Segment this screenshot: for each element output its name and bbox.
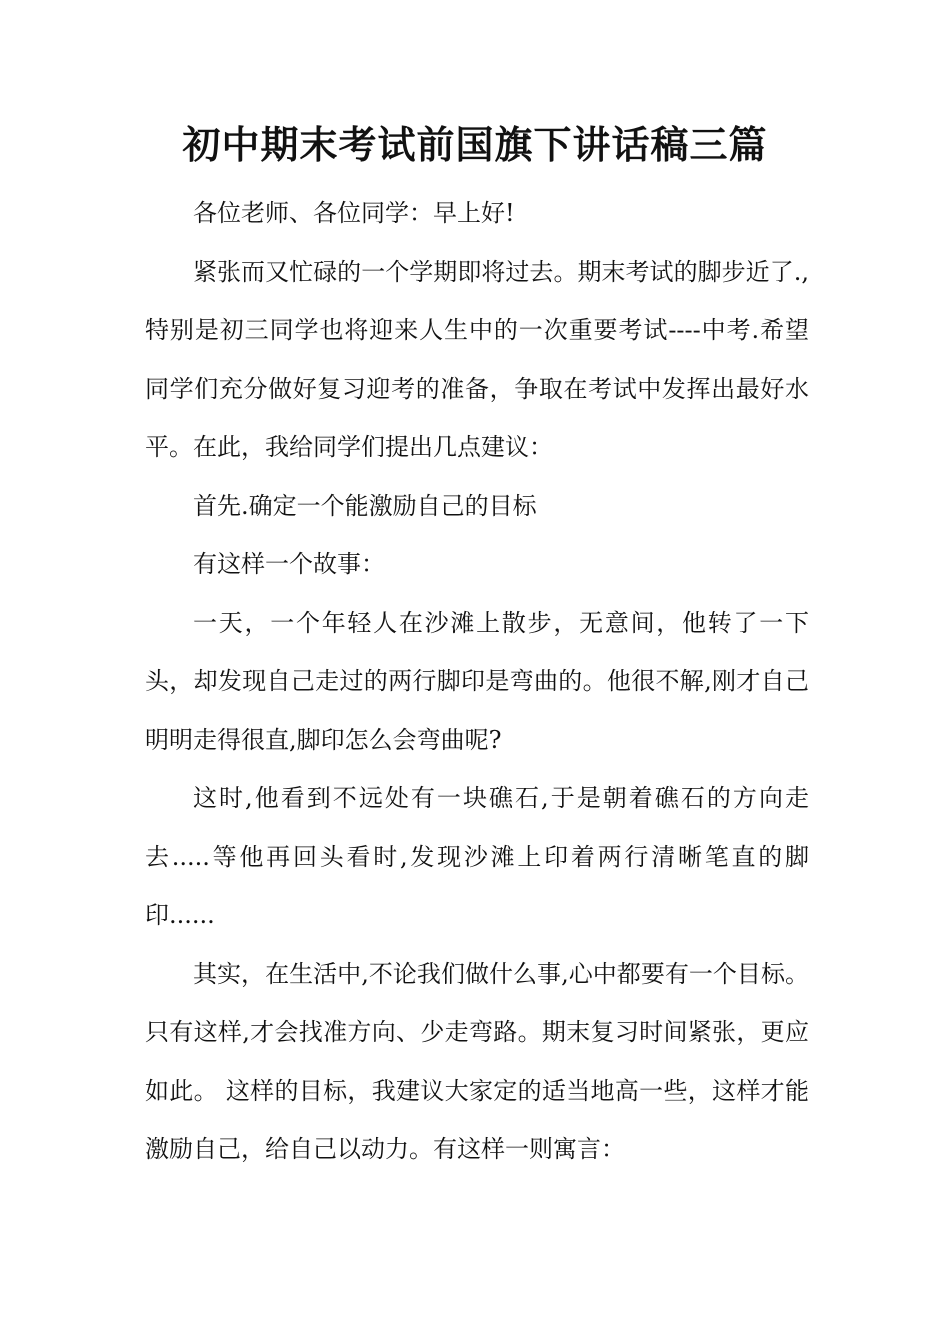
paragraph-first-point: 首先.确定一个能激励自己的目标: [193, 491, 537, 520]
document-title: 初中期末考试前国旗下讲话稿三篇: [182, 122, 768, 167]
paragraph-story-lead: 有这样一个故事：: [193, 550, 385, 578]
paragraph-intro: 紧张而又忙碌的一个学期即将过去。期末考试的脚步近了.,特别是初三同学也将迎来人生中的一次重要考试----中考.希望同学们充分做好复习迎考的准备，争取在考试中发挥出最好水平。在此，我给同学们提出几点建议：: [145, 257, 809, 461]
paragraph-story-1: 一天，一个年轻人在沙滩上散步，无意间，他转了一下头，却发现自己走过的两行脚印是弯曲的。他很不解,刚才自己明明走得很直,脚印怎么会弯曲呢?: [145, 608, 809, 754]
paragraph-greeting: 各位老师、各位同学：早上好!: [193, 199, 515, 227]
paragraph-story-2: 这时,他看到不远处有一块礁石,于是朝着礁石的方向走去.....等他再回头看时,发现沙滩上印着两行清晰笔直的脚印......: [145, 784, 809, 929]
document-body: [145, 184, 809, 1179]
paragraph-reflection: 其实，在生活中,不论我们做什么事,心中都要有一个目标。只有这样,才会找准方向、少走弯路。期末复习时间紧张，更应如此。 这样的目标，我建议大家定的适当地高一些，这样才能激励自己，给自己以动力。有这样一则寓言：: [145, 959, 809, 1163]
